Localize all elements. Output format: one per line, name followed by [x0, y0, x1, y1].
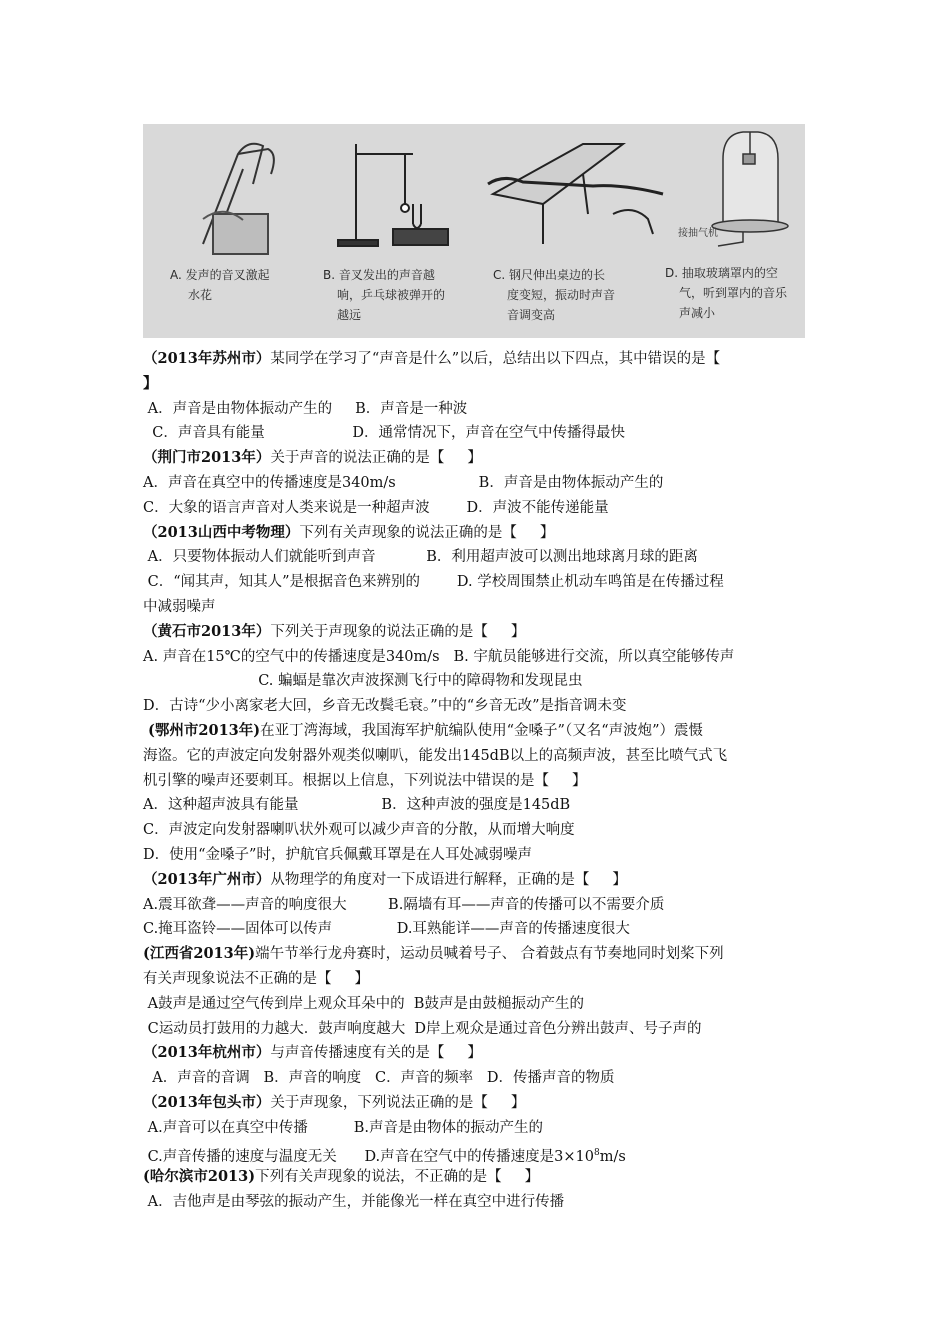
bell-jar-illustration — [712, 132, 788, 246]
q5-option-row: C．声波定向发射器喇叭状外观可以减少声音的分散，从而增大响度 — [143, 822, 575, 839]
q5-stem-line3: 机引擎的噪声还要刺耳。根据以上信息，下列说法中错误的是【 】 — [143, 772, 587, 789]
q3-option-row: 中减弱噪声 — [143, 598, 216, 615]
q4-option-row: A. 声音在15℃的空气中的传播速度是340m/s B. 宇航员能够进行交流，所以真空能够传声 — [143, 648, 735, 665]
question-list — [143, 347, 808, 1215]
caption-c-line2: 度变短，振动时声音 — [507, 288, 616, 302]
q7-option-row: A鼓声是通过空气传到岸上观众耳朵中的 B鼓声是由鼓槌振动产生的 — [143, 995, 584, 1012]
caption-c-line1: C. 钢尺伸出桌边的长 — [493, 268, 606, 282]
q2-stem: （荆门市2013年）关于声音的说法正确的是【 】 — [143, 449, 482, 467]
q1-text: 某同学在学习了“声音是什么”以后，总结出以下四点，其中错误的是【 — [270, 351, 721, 367]
q8-option-row: A．声音的音调 B．声音的响度 C．声音的频率 D．传播声音的物质 — [143, 1070, 615, 1087]
q10-option-row: A．吉他声是由琴弦的振动产生，并能像光一样在真空中进行传播 — [143, 1194, 565, 1211]
caption-d-line2: 气，听到罩内的音乐 — [679, 286, 788, 300]
q6-option-row: A.震耳欲聋——声音的响度很大 B.隔墙有耳——声音的传播可以不需要介质 — [143, 896, 665, 913]
q2-option-row: A．声音在真空中的传播速度是340m/s B．声音是由物体振动产生的 — [143, 474, 664, 491]
q4-stem: （黄石市2013年）下列关于声现象的说法正确的是【 】 — [143, 622, 526, 640]
caption-a-line1: A. 发声的音叉激起 — [170, 268, 270, 282]
q1-option-row: C．声音具有能量 D．通常情况下，声音在空气中传播得最快 — [143, 425, 626, 442]
q5-option-row: A．这种超声波具有能量 B．这种声波的强度是145dB — [143, 797, 571, 814]
q6-stem: （2013年广州市）从物理学的角度对一下成语进行解释，正确的是【 】 — [143, 870, 627, 888]
q1-stem — [143, 347, 808, 372]
q2-option-row: C．大象的语言声音对人类来说是一种超声波 D．声波不能传递能量 — [143, 499, 609, 516]
q3-stem: （2013山西中考物理）下列有关声现象的说法正确的是【 】 — [143, 523, 555, 541]
q4-option-row: D．古诗“少小离家老大回，乡音无改鬓毛衰。”中的“乡音无改”是指音调未变 — [143, 698, 627, 715]
tuning-fork-ball-illustration — [338, 144, 448, 246]
q1-option-row: A．声音是由物体振动产生的 B．声音是一种波 — [143, 400, 468, 417]
q9-option-row: A.声音可以在真空中传播 B.声音是由物体的振动产生的 — [143, 1119, 544, 1136]
caption-a-line2: 水花 — [188, 288, 213, 302]
q3-option-row: A．只要物体振动人们就能听到声音 B．利用超声波可以测出地球离月球的距离 — [143, 549, 698, 566]
q5-stem-line2: 海盗。它的声波定向发射器外观类似喇叭，能发出145dB以上的高频声波，甚至比喷气式飞 — [143, 747, 728, 764]
caption-b-line3: 越远 — [337, 308, 362, 322]
caption-b-line1: B. 音叉发出的声音越 — [323, 268, 435, 282]
q3-option-row: C．“闻其声，知其人”是根据音色来辨别的 D. 学校周围禁止机动车鸣笛是在传播过程 — [143, 574, 724, 591]
caption-b-line2: 响，乒乓球被弹开的 — [337, 288, 446, 302]
q7-option-row: C运动员打鼓用的力越大．鼓声响度越大 D岸上观众是通过音色分辨出鼓声、号子声的 — [143, 1020, 702, 1037]
q5-option-row: D．使用“金嗓子”时，护航官兵佩戴耳罩是在人耳处减弱噪声 — [143, 846, 532, 863]
experiment-figure — [143, 124, 805, 338]
pump-label: 接抽气机 — [678, 228, 718, 239]
q1-source: （2013年苏州市） — [143, 350, 271, 367]
ruler-table-illustration — [488, 144, 663, 244]
caption-c-line3: 音调变高 — [507, 308, 556, 322]
q8-stem: （2013年杭州市）与声音传播速度有关的是【 】 — [143, 1044, 482, 1062]
caption-d-line3: 声减小 — [679, 306, 716, 320]
q4-option-row: C. 蝙蝠是靠次声波探测飞行中的障碍物和发现昆虫 — [143, 673, 583, 690]
q10-stem: (哈尔滨市2013)下列有关声现象的说法，不正确的是【 】 — [143, 1168, 540, 1186]
tuning-fork-water-illustration — [203, 144, 274, 254]
q5-stem: (鄂州市2013年)在亚丁湾海域，我国海军护航编队使用“金嗓子”（又名“声波炮”）震慑 — [143, 721, 704, 739]
q7-stem: (江西省2013年)端午节举行龙舟赛时，运动员喊着号子、 合着鼓点有节奏地同时划桨下列 — [143, 945, 724, 963]
q9-stem: （2013年包头市）关于声现象，下列说法正确的是【 】 — [143, 1093, 526, 1111]
q9-option-row: C.声音传播的速度与温度无关 D.声音在空气中的传播速度是$3\times 10^8m/s$ — [143, 1147, 626, 1165]
q6-option-row: C.掩耳盗铃——固体可以传声 D.耳熟能详——声音的传播速度很大 — [143, 921, 630, 938]
q7-stem-line2: 有关声现象说法不正确的是【 】 — [143, 970, 370, 987]
q1-stem-end: 】 — [143, 374, 158, 392]
caption-d-line1: D. 抽取玻璃罩内的空 — [665, 266, 778, 280]
